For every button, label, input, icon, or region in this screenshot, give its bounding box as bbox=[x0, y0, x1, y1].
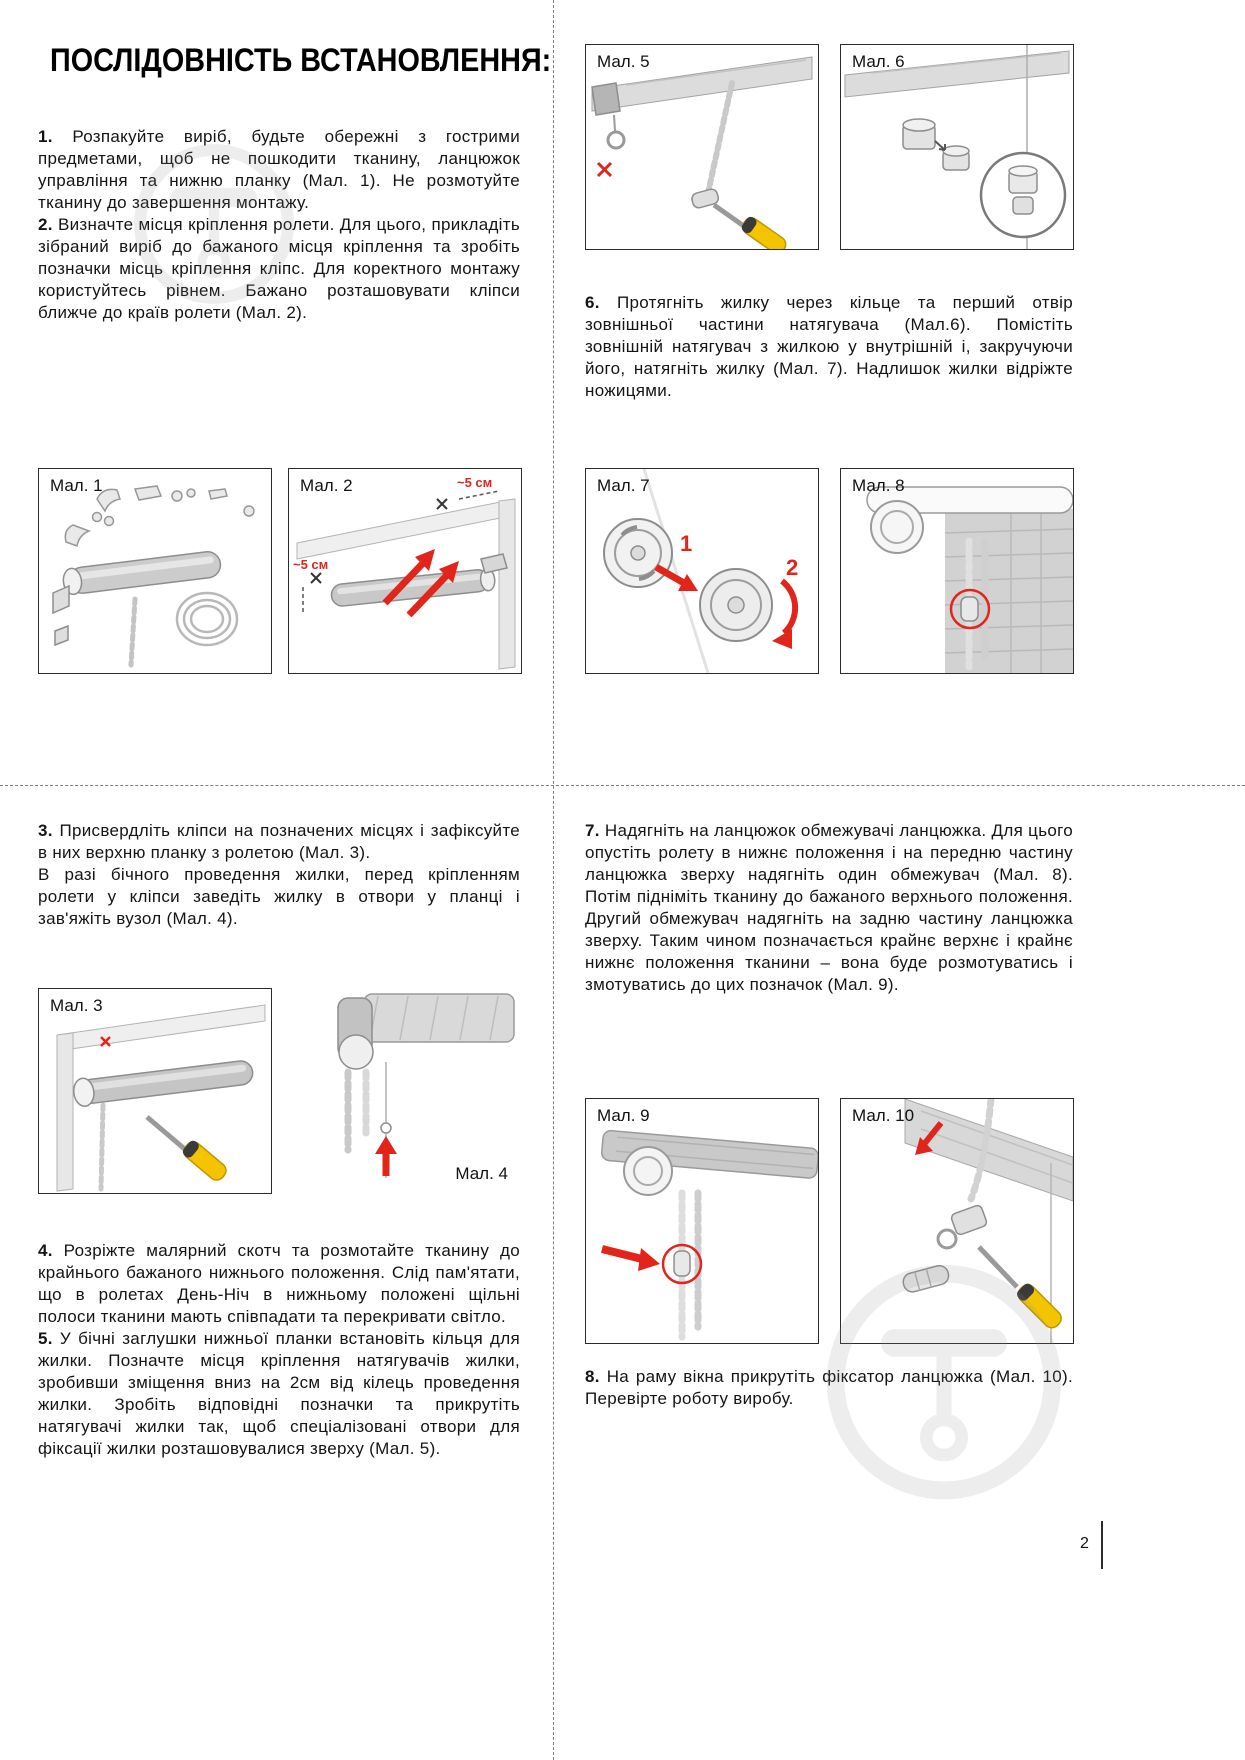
step-4-number: 4. bbox=[38, 1241, 53, 1260]
end-cap bbox=[592, 83, 620, 115]
figure-6-box bbox=[840, 44, 1074, 250]
red-arrow-icon bbox=[602, 1248, 660, 1271]
figure-3-box bbox=[38, 988, 272, 1194]
tensioner-outer-part bbox=[604, 519, 672, 587]
callout-1: 1 bbox=[680, 531, 693, 556]
step-3-number: 3. bbox=[38, 821, 53, 840]
chain-fixator-part bbox=[938, 1204, 988, 1248]
figure-6-illustration bbox=[841, 45, 1073, 249]
step-8-number: 8. bbox=[585, 1367, 600, 1386]
step-1-number: 1. bbox=[38, 127, 53, 146]
step-7-body: Надягніть на ланцюжок обмежувачі ланцюжка. Для цього опустіть ролету в нижнє положення і на передню частину ланцюжка зверху надягніть один обмежувач (Мал. 8). Потім підніміть тканину до бажаного верхнього положення. Другий обмежувач надягніть на задню частину ланцюжка зверху. Таким чином позначається крайнє верхнє і крайнє нижнє положення тканини – вона буде розмотуватись і змотуватись до цих позначок (Мал. 9). bbox=[585, 821, 1073, 994]
steps-4-5-paragraph bbox=[38, 1240, 520, 1460]
figure-7-label: Мал. 7 bbox=[597, 476, 650, 495]
figure-6-label: Мал. 6 bbox=[852, 52, 905, 71]
dimension-label-top: ~5 см bbox=[457, 475, 493, 490]
bead-chain-icon bbox=[101, 1105, 103, 1189]
step-6-text bbox=[585, 292, 1073, 402]
step-4-text bbox=[38, 1240, 520, 1328]
figure-5-illustration bbox=[586, 45, 818, 249]
control-end-cap bbox=[624, 1147, 672, 1195]
dimension-label-left: ~5 см bbox=[293, 557, 329, 572]
metal-cylinder-part bbox=[901, 1264, 950, 1294]
red-x-mark bbox=[598, 163, 611, 176]
step-5-text bbox=[38, 1328, 520, 1460]
step-8-text bbox=[585, 1366, 1073, 1410]
steps-1-2-paragraph bbox=[38, 126, 520, 324]
figure-5-label: Мал. 5 bbox=[597, 52, 650, 71]
figure-2-box bbox=[288, 468, 522, 674]
step-3-text bbox=[38, 820, 520, 864]
figure-8-illustration bbox=[841, 469, 1073, 673]
magnifier-detail-circle bbox=[981, 153, 1065, 237]
window-frame-top bbox=[297, 499, 515, 559]
chain-stopper bbox=[961, 597, 978, 621]
red-up-arrow-icon bbox=[375, 1136, 397, 1176]
step-1-text bbox=[38, 126, 520, 214]
tensioner-inner-part bbox=[700, 569, 772, 641]
figure-8-label: Мал. 8 bbox=[852, 476, 905, 495]
screwdriver-icon bbox=[714, 205, 789, 249]
mark-x-left bbox=[311, 573, 321, 583]
screwdriver-icon bbox=[147, 1117, 229, 1183]
figure-2-illustration bbox=[289, 469, 521, 673]
figure-1-box bbox=[38, 468, 272, 674]
step-3-paragraph bbox=[38, 820, 520, 930]
figure-1-label: Мал. 1 bbox=[50, 476, 103, 495]
red-rotate-arrow-icon bbox=[772, 581, 795, 649]
control-end-cap bbox=[871, 501, 923, 553]
figure-3-label: Мал. 3 bbox=[50, 996, 103, 1015]
cord-coil-icon bbox=[177, 593, 237, 645]
figure-5-box bbox=[585, 44, 819, 250]
figure-1-illustration bbox=[39, 469, 271, 673]
step-3-body: Присвердліть кліпси на позначених місцях і зафіксуйте в них верхню планку з ролетою (Мал. 3). bbox=[38, 821, 520, 862]
small-arrow bbox=[935, 141, 945, 150]
step-2-body: Визначте місця кріплення ролети. Для цього, прикладіть зібраний виріб до бажаного місця кріплення та зробіть позначки місць кріплення кліпс. Для коректного монтажу користуйтесь рівнем. Бажано розташовувати кліпси ближче до країв ролети (Мал. 2). bbox=[38, 215, 520, 322]
figure-9-label: Мал. 9 bbox=[597, 1106, 650, 1125]
figure-9-illustration bbox=[586, 1099, 818, 1343]
step-8-body: На раму вікна прикрутіть фіксатор ланцюжка (Мал. 10). Перевірте роботу виробу. bbox=[585, 1367, 1073, 1408]
step-6-body: Протягніть жилку через кільце та перший отвір зовнішньої частини натягувача (Мал.6). Помістіть зовнішній натягувач з жилкою у внутрішній і, закручуючи його, натягніть жилку (Мал. 7). Надлишок жилки відріжте ножицями. bbox=[585, 293, 1073, 400]
step-8-paragraph bbox=[585, 1366, 1073, 1410]
figure-7-illustration bbox=[586, 469, 818, 673]
window-frame-side bbox=[499, 499, 515, 669]
figure-10-box bbox=[840, 1098, 1074, 1344]
step-6-number: 6. bbox=[585, 293, 600, 312]
step-5-body: У бічні заглушки нижньої планки встановіть кільця для жилки. Позначте місця кріплення натягувачів жилки, зробивши зміщення вниз на 2см від кілець проведення жилки. Зробіть відповідні позначки та прикрутіть натягувачі жилки так, щоб спеціалізовані отвори для фіксації жилки розташовувалися зверху (Мал. 5). bbox=[38, 1329, 521, 1458]
figure-4-label: Мал. 4 bbox=[455, 1164, 508, 1183]
callout-2: 2 bbox=[786, 555, 799, 580]
page-number: 2 bbox=[1080, 1535, 1089, 1552]
figure-4-illustration bbox=[288, 988, 520, 1192]
figure-2-label: Мал. 2 bbox=[300, 476, 353, 495]
window-frame-side bbox=[57, 1033, 73, 1191]
page-edge-mark bbox=[1101, 1521, 1103, 1569]
bead-chain-icon bbox=[708, 83, 732, 193]
step-7-number: 7. bbox=[585, 821, 600, 840]
step-5-number: 5. bbox=[38, 1329, 53, 1348]
step-2-number: 2. bbox=[38, 215, 53, 234]
cord-hole bbox=[381, 1123, 391, 1133]
step-3b-text bbox=[38, 864, 520, 930]
eyelet-ring-icon bbox=[608, 132, 624, 148]
control-unit bbox=[339, 1035, 373, 1069]
chain-stopper bbox=[674, 1251, 690, 1276]
figure-8-box bbox=[840, 468, 1074, 674]
roller-tube bbox=[72, 1058, 254, 1108]
step-3b-body: В разі бічного проведення жилки, перед кріпленням ролети у кліпси заведіть жилку в отвори у планці і зав'яжіть вузол (Мал. 4). bbox=[38, 865, 520, 928]
figure-10-label: Мал. 10 bbox=[852, 1106, 915, 1125]
step-2-text bbox=[38, 214, 520, 324]
step-7-paragraph bbox=[585, 820, 1073, 996]
tensioner-parts bbox=[903, 119, 969, 170]
step-6-paragraph bbox=[585, 292, 1073, 402]
step-4-body: Розріжте малярний скотч та розмотайте тканину до крайнього бажаного нижнього положення. Слід пам'ятати, що в ролетах День-Ніч в нижньому положені щільні полоси тканини мають співпадати та перекривати світло. bbox=[38, 1241, 520, 1326]
figure-9-box bbox=[585, 1098, 819, 1344]
figure-4-area bbox=[288, 988, 520, 1192]
figure-7-box bbox=[585, 468, 819, 674]
bracket-icons bbox=[53, 586, 69, 645]
vertical-dashed-divider bbox=[553, 0, 554, 1760]
step-1-body: Розпакуйте виріб, будьте обережні з гострими предметами, щоб не пошкодити тканину, ланцюжок управління та нижню планку (Мал. 1). Не розмотуйте тканину до завершення монтажу. bbox=[38, 127, 520, 212]
horizontal-dashed-divider bbox=[0, 785, 1245, 786]
eyelet-stem bbox=[614, 115, 615, 131]
measure-line-top bbox=[459, 491, 499, 499]
roller-tube bbox=[62, 550, 222, 595]
mark-x-top bbox=[437, 499, 447, 509]
page-title: ПОСЛІДОВНІСТЬ ВСТАНОВЛЕННЯ: bbox=[50, 42, 552, 78]
figure-10-illustration bbox=[841, 1099, 1073, 1343]
bead-chain-icon bbox=[131, 599, 135, 665]
figure-3-illustration bbox=[39, 989, 271, 1193]
step-7-text bbox=[585, 820, 1073, 996]
